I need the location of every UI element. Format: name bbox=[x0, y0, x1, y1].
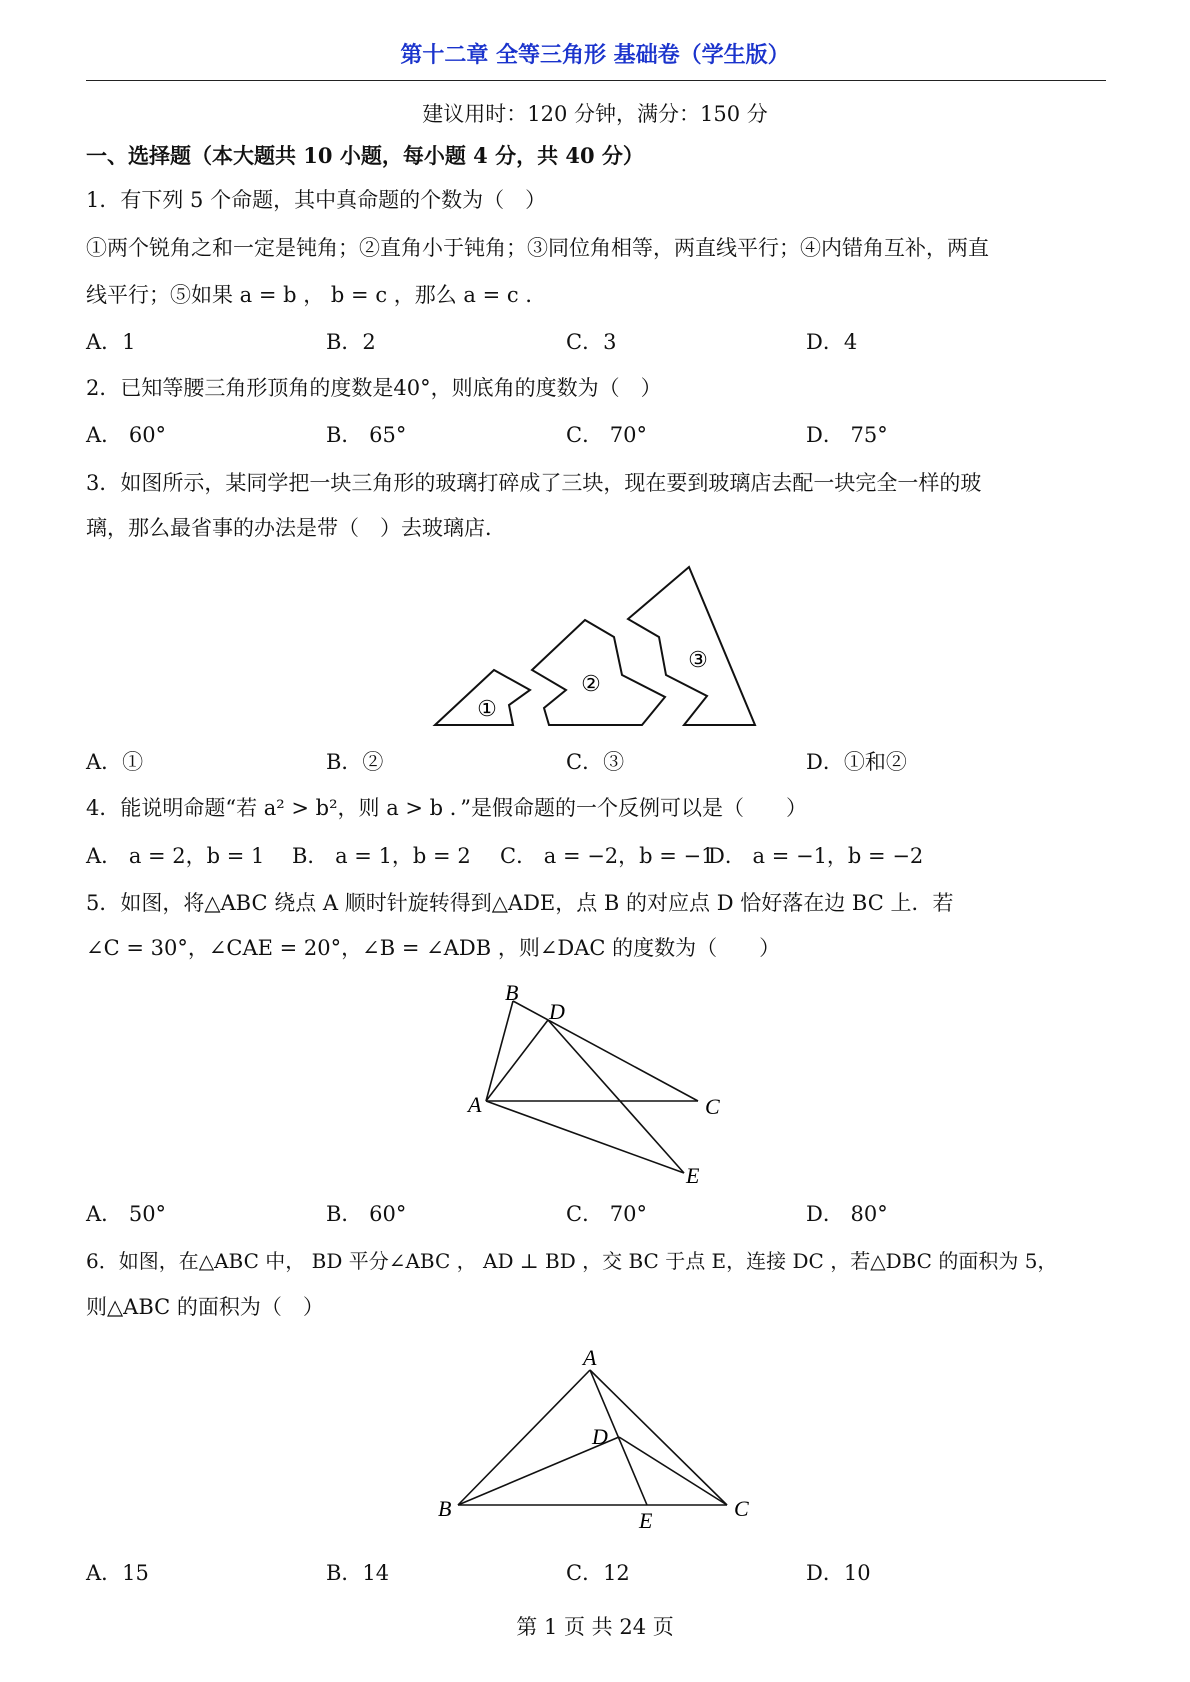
q1-option-a: A．1 bbox=[86, 330, 136, 354]
point-label-e: E bbox=[639, 1508, 653, 1533]
q5-option-b: B． 60° bbox=[326, 1202, 407, 1226]
q1-option-c: C．3 bbox=[566, 330, 617, 354]
q5-option-d: D． 80° bbox=[806, 1202, 888, 1226]
q2-option-c: C． 70° bbox=[566, 423, 647, 447]
q5-option-c: C． 70° bbox=[566, 1202, 647, 1226]
q2-option-d: D． 75° bbox=[806, 423, 888, 447]
section-heading: 一、选择题（本大题共 10 小题，每小题 4 分，共 40 分） bbox=[86, 143, 644, 168]
point-label-c: C bbox=[734, 1496, 749, 1521]
q3-option-a: A．① bbox=[86, 750, 144, 774]
q2-option-b: B． 65° bbox=[326, 423, 407, 447]
question-4-stem: 4．能说明命题“若 a² > b²，则 a > b ．”是假命题的一个反例可以是（ ） bbox=[86, 796, 808, 820]
q4-option-c: C． a = −2，b = −1 bbox=[500, 844, 715, 868]
question-3-line: 璃，那么最省事的办法是带（ ）去玻璃店． bbox=[86, 516, 506, 540]
q2-option-a: A． 60° bbox=[86, 423, 167, 447]
glass-piece-3 bbox=[628, 567, 755, 725]
point-label-d: D bbox=[549, 999, 565, 1024]
question-6-line: 则△ABC 的面积为（ ） bbox=[86, 1295, 324, 1319]
q3-option-b: B．② bbox=[326, 750, 384, 774]
q1-option-b: B．2 bbox=[326, 330, 376, 354]
q4-option-b: B． a = 1，b = 2 bbox=[292, 844, 471, 868]
question-5-line: ∠C = 30°，∠CAE = 20°，∠B = ∠ADB ，则∠DAC 的度数为（ ） bbox=[86, 936, 781, 960]
point-label-b: B bbox=[438, 1496, 452, 1521]
q3-option-c: C．③ bbox=[566, 750, 625, 774]
question-3-stem: 3．如图所示，某同学把一块三角形的玻璃打碎成了三块，现在要到玻璃店去配一块完全一样的玻 bbox=[86, 471, 982, 495]
point-label-c: C bbox=[705, 1094, 720, 1119]
question-1-stem: 1．有下列 5 个命题，其中真命题的个数为（ ） bbox=[86, 188, 547, 212]
document-title: 第十二章 全等三角形 基础卷（学生版） bbox=[400, 42, 790, 68]
q3-option-d: D．①和② bbox=[806, 750, 907, 774]
q4-option-d: D． a = −1，b = −2 bbox=[708, 844, 924, 868]
point-label-d: D bbox=[592, 1424, 608, 1449]
piece-label-3: ③ bbox=[688, 647, 708, 672]
question-2-stem: 2．已知等腰三角形顶角的度数是40°，则底角的度数为（ ） bbox=[86, 376, 662, 400]
question-6-stem: 6．如图，在△ABC 中， BD 平分∠ABC ， AD ⊥ BD ，交 BC 于点 E，连接 DC ，若△DBC 的面积为 5， bbox=[86, 1249, 1058, 1273]
question-1-line: 线平行；⑤如果 a = b ， b = c ，那么 a = c ． bbox=[86, 283, 547, 307]
question-1-line: ①两个锐角之和一定是钝角；②直角小于钝角；③同位角相等，两直线平行；④内错角互补，两直 bbox=[86, 236, 989, 260]
q4-option-a: A． a = 2，b = 1 bbox=[86, 844, 265, 868]
subtitle: 建议用时：120 分钟，满分：150 分 bbox=[422, 102, 768, 126]
point-label-a: A bbox=[468, 1092, 482, 1117]
q5-option-a: A． 50° bbox=[86, 1202, 167, 1226]
q6-option-d: D．10 bbox=[806, 1561, 871, 1585]
rotation-figure bbox=[486, 1001, 698, 1173]
q6-option-c: C．12 bbox=[566, 1561, 630, 1585]
q6-option-a: A．15 bbox=[86, 1561, 149, 1585]
page-footer: 第 1 页 共 24 页 bbox=[516, 1615, 674, 1639]
point-label-a: A bbox=[583, 1345, 597, 1370]
piece-label-1: ① bbox=[477, 696, 497, 721]
point-label-e: E bbox=[686, 1163, 700, 1188]
piece-label-2: ② bbox=[581, 671, 601, 696]
question-5-stem: 5．如图，将△ABC 绕点 A 顺时针旋转得到△ADE，点 B 的对应点 D 恰好落在边 BC 上．若 bbox=[86, 891, 954, 915]
point-label-b: B bbox=[505, 980, 519, 1005]
q1-option-d: D．4 bbox=[806, 330, 858, 354]
q6-option-b: B．14 bbox=[326, 1561, 390, 1585]
